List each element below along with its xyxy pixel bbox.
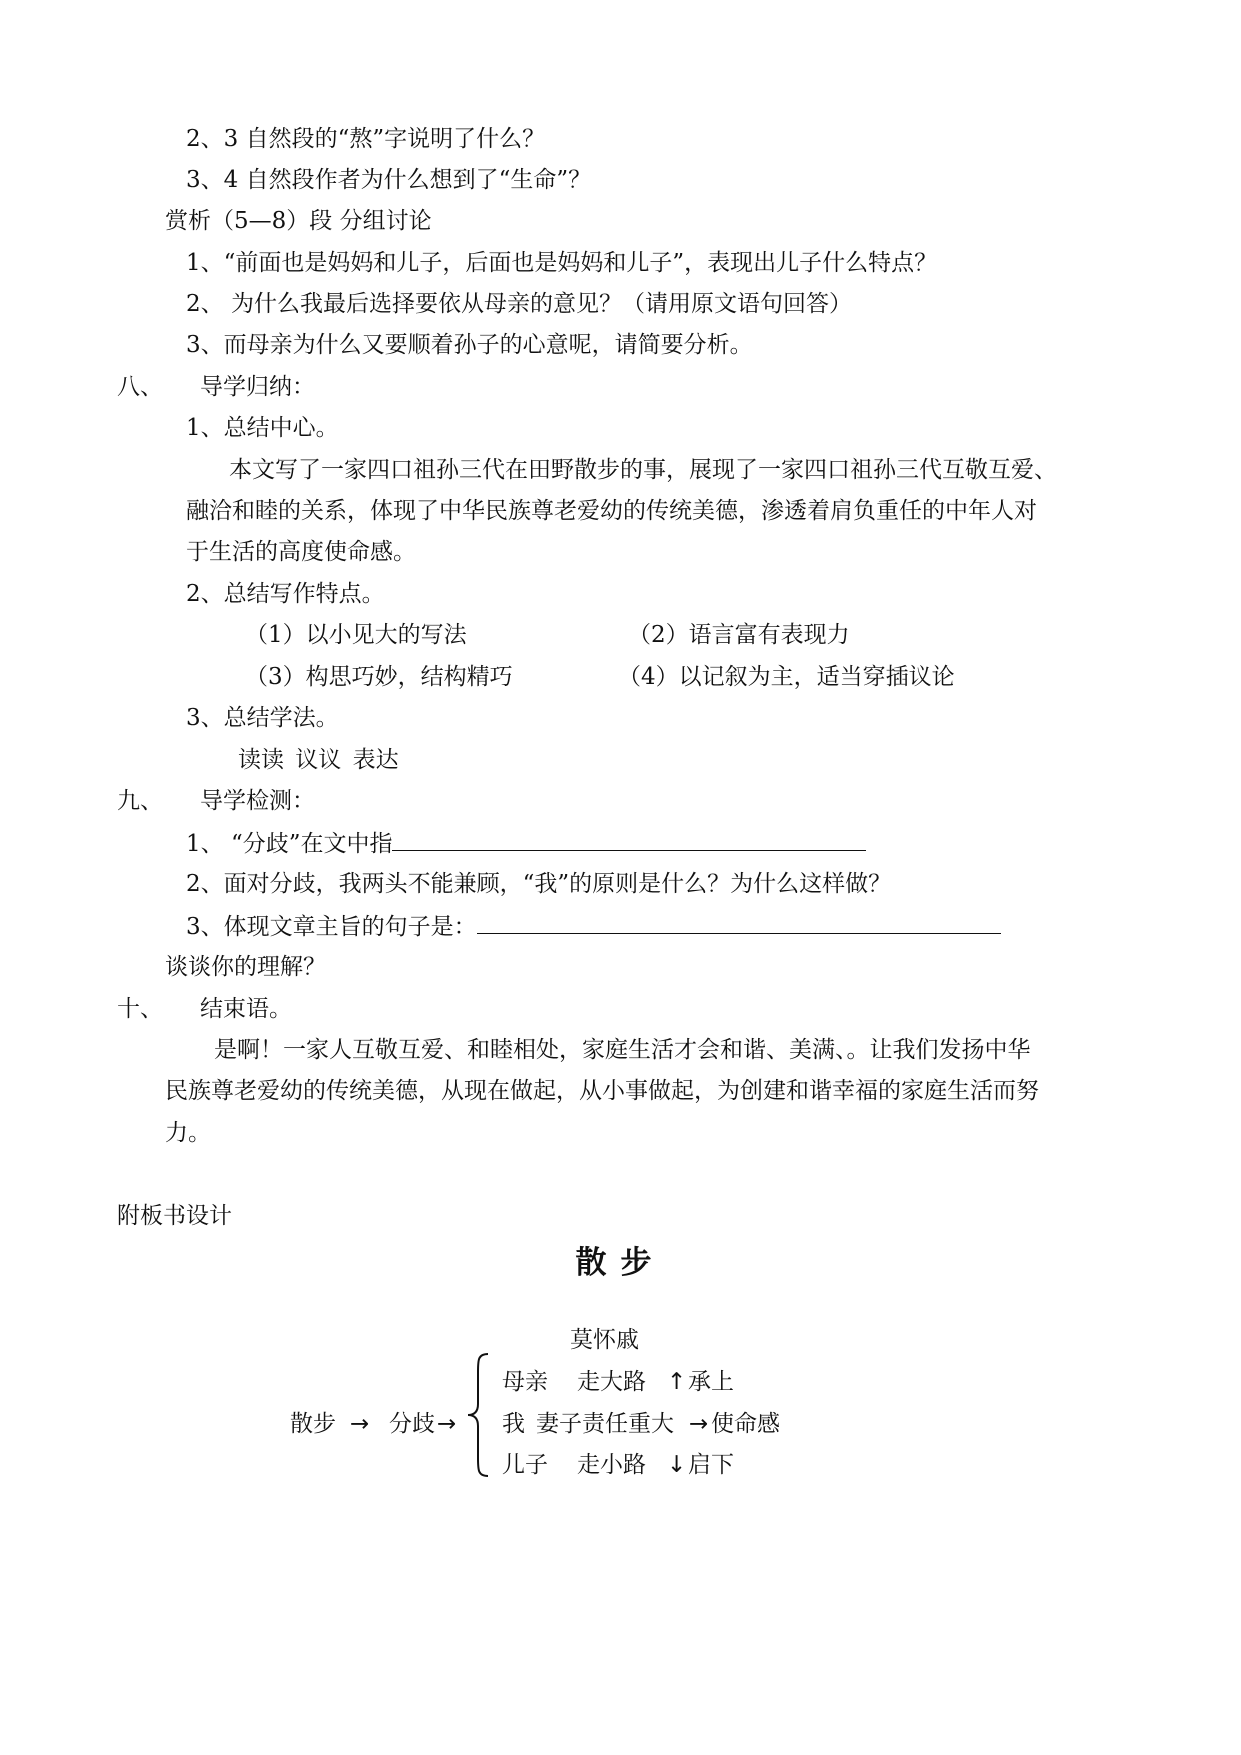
board-label: 附板书设计 — [117, 1203, 232, 1229]
section9-title: 导学检测： — [200, 788, 315, 814]
arrow-up-icon: ↑ — [667, 1369, 687, 1395]
board-row2-who: 我 — [502, 1411, 525, 1437]
board-row2-path: 妻子责任重大 — [536, 1411, 674, 1437]
section10-paragraph-line3: 力。 — [165, 1120, 211, 1146]
board-row3-result: 启下 — [688, 1452, 734, 1478]
question-3: 3、4 自然段作者为什么想到了“生命”？ — [186, 167, 592, 193]
board-row1-who: 母亲 — [502, 1369, 548, 1395]
section9-q3-text: 3、体现文章主旨的句子是： — [186, 914, 477, 940]
section9-number: 九、 — [117, 788, 163, 814]
appreciation-heading: 赏析（5—8）段 分组讨论 — [165, 208, 432, 234]
board-divergence: 分歧 — [389, 1411, 435, 1437]
arrow-right-icon-2: → — [437, 1411, 457, 1437]
appreciation-item-2: 2、 为什么我最后选择要依从母亲的意见？（请用原文语句回答） — [186, 291, 852, 317]
board-title: 散步 — [575, 1245, 666, 1281]
section9-q1-text: 1、 “分歧”在文中指 — [186, 831, 393, 857]
section8-paragraph-line2: 融洽和睦的关系，体现了中华民族尊老爱幼的传统美德，渗透着肩负重任的中年人对 — [186, 498, 1037, 524]
feature-4: （4）以记叙为主，适当穿插议论 — [618, 664, 955, 690]
section10-title: 结束语。 — [200, 996, 292, 1022]
section8-paragraph-line3: 于生活的高度使命感。 — [186, 539, 416, 565]
section8-item1: 1、总结中心。 — [186, 415, 339, 441]
section8-item3: 3、总结学法。 — [186, 705, 339, 731]
feature-3: （3）构思巧妙，结构精巧 — [245, 664, 513, 690]
feature-1: （1）以小见大的写法 — [245, 622, 467, 648]
section9-q3-follow: 谈谈你的理解？ — [165, 954, 326, 980]
board-row3-path: 走小路 — [577, 1452, 646, 1478]
arrow-right-icon-3: → — [689, 1411, 709, 1437]
board-row3-who: 儿子 — [502, 1452, 548, 1478]
section10-paragraph-line1: 是啊！一家人互敬互爱、和睦相处，家庭生活才会和谐、美满、。让我们发扬中华 — [214, 1037, 1031, 1063]
section9-q3 — [186, 911, 1001, 941]
section10-paragraph-line2: 民族尊老爱幼的传统美德，从现在做起，从小事做起，为创建和谐幸福的家庭生活而努 — [165, 1078, 1039, 1104]
appreciation-item-3: 3、而母亲为什么又要顺着孙子的心意呢，请简要分析。 — [186, 332, 753, 358]
board-start: 散步 — [290, 1411, 336, 1437]
section8-number: 八、 — [117, 374, 163, 400]
section8-title: 导学归纳： — [200, 374, 315, 400]
question-2: 2、3 自然段的“熬”字说明了什么？ — [186, 126, 546, 152]
board-author: 莫怀戚 — [570, 1327, 639, 1353]
appreciation-item-1: 1、“前面也是妈妈和儿子，后面也是妈妈和儿子”，表现出儿子什么特点？ — [186, 250, 938, 276]
section8-item2: 2、总结写作特点。 — [186, 581, 385, 607]
section8-paragraph-line1: 本文写了一家四口祖孙三代在田野散步的事，展现了一家四口祖孙三代互敬互爱、 — [229, 457, 1057, 483]
answer-blank-1[interactable] — [392, 828, 866, 851]
arrow-down-icon: ↓ — [667, 1452, 687, 1478]
board-row1-result: 承上 — [688, 1369, 734, 1395]
study-methods: 读读 议议 表达 — [238, 747, 399, 773]
section9-q1 — [186, 828, 866, 858]
board-row1-path: 走大路 — [577, 1369, 646, 1395]
feature-2: （2）语言富有表现力 — [628, 622, 850, 648]
section9-q2: 2、面对分歧，我两头不能兼顾，“我”的原则是什么？为什么这样做？ — [186, 871, 892, 897]
curly-brace-icon — [466, 1352, 492, 1478]
section10-number: 十、 — [117, 996, 163, 1022]
arrow-right-icon-1: → — [350, 1411, 370, 1437]
board-row2-result: 使命感 — [711, 1411, 780, 1437]
answer-blank-2[interactable] — [477, 911, 1001, 934]
